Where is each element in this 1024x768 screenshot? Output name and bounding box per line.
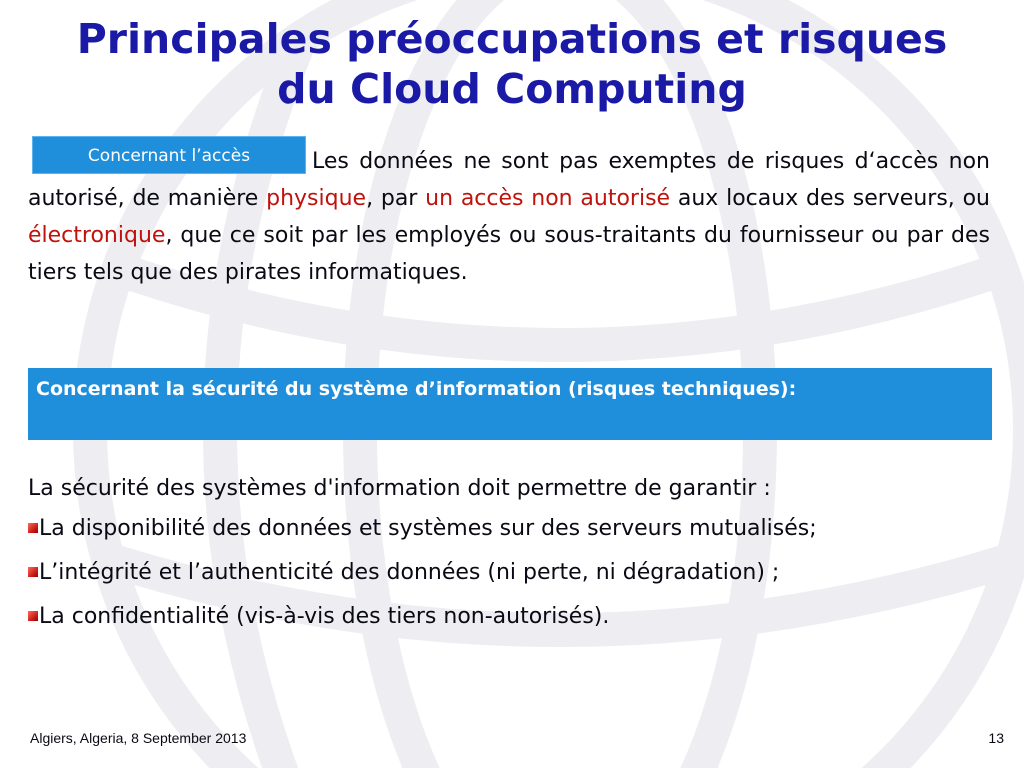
bullet-integrity [28,556,998,590]
bullet-square-icon [28,523,38,533]
security-bullet-list [28,512,998,644]
access-text-2: , par [366,186,426,211]
security-section-tag: Concernant la sécurité du système d’information (risques techniques): [28,368,992,440]
security-intro: La sécurité des systèmes d'information doit permettre de garantir : [28,476,771,501]
bullet-confidentiality [28,600,998,634]
access-text-physique: physique [266,186,367,211]
slide-title-line2: du Cloud Computing [277,65,747,113]
bullet-text: La confidentialité (vis-à-vis des tiers non-autorisés). [39,604,610,629]
access-section-tag: Concernant l’accès [32,136,306,174]
access-text-4: , que ce soit par les employés ou sous-traitants du fournisseur ou par des tiers tels que des pirates informatiques. [28,223,990,285]
slide-title [20,14,1004,114]
access-text-unauthorized: un accès non autorisé [425,186,671,211]
bullet-square-icon [28,611,38,621]
bullet-square-icon [28,567,38,577]
slide-title-line1: Principales préoccupations et risques [76,15,948,63]
access-text-3: aux locaux des serveurs, ou [670,186,990,211]
access-text-1: Les données ne sont pas exemptes de risques d‘accès non autorisé, de manière [28,149,990,211]
bullet-text: La disponibilité des données et systèmes sur des serveurs mutualisés; [39,516,817,541]
access-text-electronique: électronique [28,223,166,248]
bullet-availability [28,512,998,546]
footer-location-date: Algiers, Algeria, 8 September 2013 [30,730,247,746]
footer-page-number: 13 [988,730,1004,746]
bullet-text: L’intégrité et l’authenticité des données (ni perte, ni dégradation) ; [39,560,780,585]
